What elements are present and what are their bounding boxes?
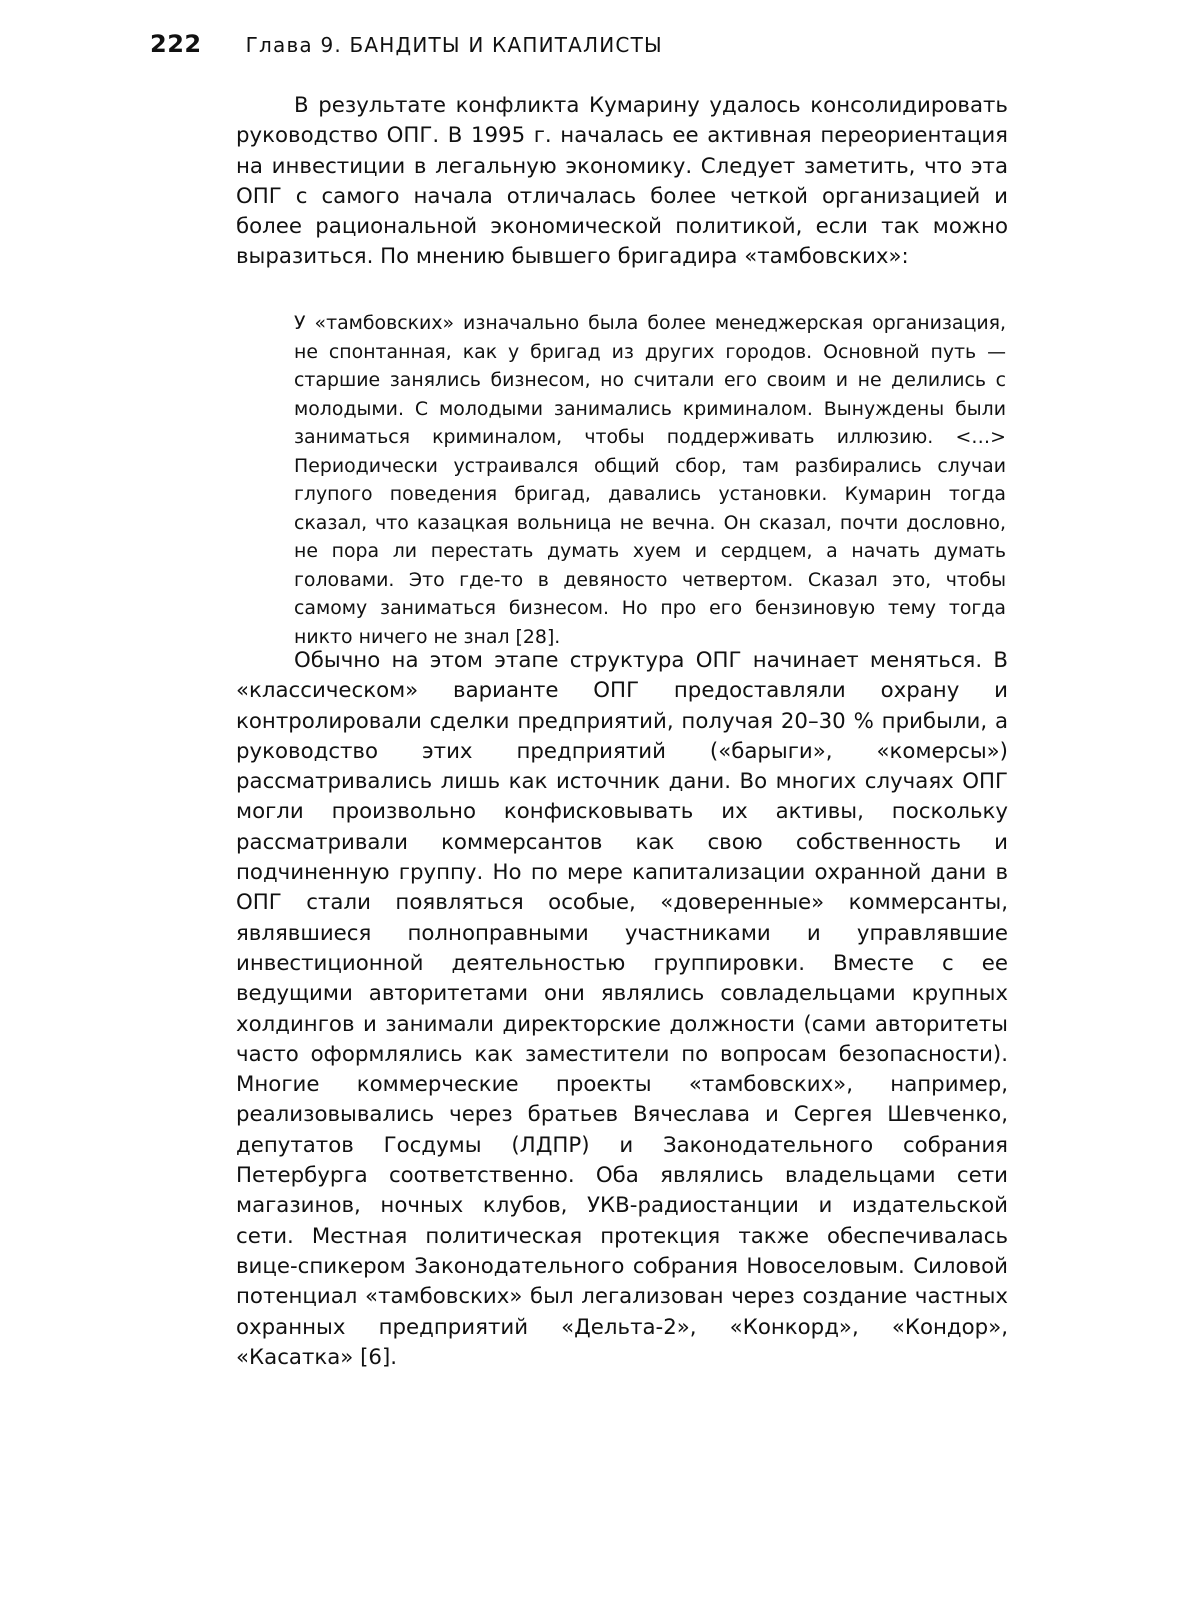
body-paragraph-1: В результате конфликта Кумарину удалось консолидировать руководство ОПГ. В 1995 г. началась ее активная переориентация на инвестиции в легальную экономику. Следует заметить, что эта ОПГ с самого начала отличалась более четкой организацией и более рациональной экономической политикой, если так можно выразиться. По мнению бывшего бригадира «тамбовских»:	[236, 93, 1008, 270]
block-quote: У «тамбовских» изначально была более менеджерская организация, не спонтанная, как у бригад из других городов. Основной путь — старшие занялись бизнесом, но считали его своим и не делились с молодыми. С молодыми занимались криминалом. Вынуждены были заниматься криминалом, чтобы поддерживать иллюзию. <…> Периодически устраивался общий сбор, там разбирались случаи глупого поведения бригад, давались установки. Кумарин тогда сказал, что казацкая вольница не вечна. Он сказал, почти дословно, не пора ли перестать думать хуем и сердцем, а начать думать головами. Это где-то в девяносто четвертом. Сказал это, чтобы самому заниматься бизнесом. Но про его бензиновую тему тогда никто ничего не знал [28].	[294, 312, 1006, 648]
chapter-title: Глава 9. БАНДИТЫ И КАПИТАЛИСТЫ	[245, 33, 663, 57]
page-number: 222	[150, 30, 202, 58]
running-header	[150, 30, 1030, 64]
body-paragraph-2: Обычно на этом этапе структура ОПГ начинает меняться. В «классическом» варианте ОПГ предоставляли охрану и контролировали сделки предприятий, получая 20–30 % прибыли, а руководство этих предприятий («барыги», «комерсы») рассматривались лишь как источник дани. Во многих случаях ОПГ могли произвольно конфисковывать их активы, поскольку рассматривали коммерсантов как свою собственность и подчиненную группу. Но по мере капитализации охранной дани в ОПГ стали появляться особые, «доверенные» коммерсанты, являвшиеся полноправными участниками и управлявшие инвестиционной деятельностью группировки. Вместе с ее ведущими авторитетами они являлись совладельцами крупных холдингов и занимали директорские должности (сами авторитеты часто оформлялись как заместители по вопросам безопасности). Многие коммерческие проекты «тамбовских», например, реализовывались через братьев Вячеслава и Сергея Шевченко, депутатов Госдумы (ЛДПР) и Законодательного собрания Петербурга соответственно. Оба являлись владельцами сети магазинов, ночных клубов, УКВ-радиостанции и издательской сети. Местная политическая протекция также обеспечивалась вице-спикером Законодательного собрания Новоселовым. Силовой потенциал «тамбовских» был легализован через создание частных охранных предприятий «Дельта-2», «Конкорд», «Кондор», «Касатка» [6].	[236, 648, 1008, 1370]
